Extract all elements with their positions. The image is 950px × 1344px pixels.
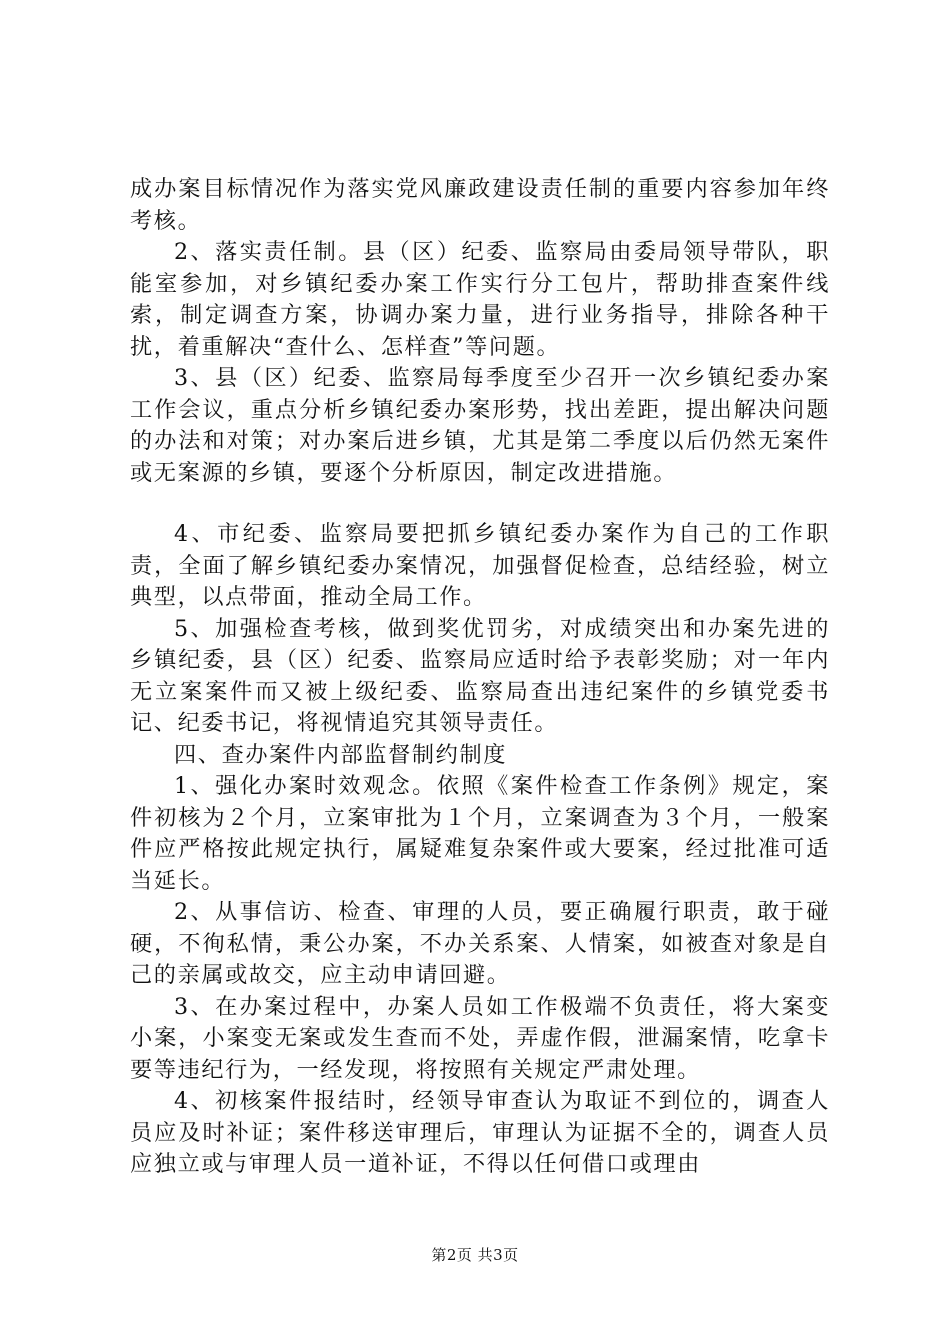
paragraph-section4-item-1: 1、强化办案时效观念。依照《案件检查工作条例》规定，案件初核为２个月，立案审批为１个月，立案调查为３个月，一般案件应严格按此规定执行，属疑难复杂案件或大要案，经过批准可适当延长。 bbox=[130, 773, 830, 894]
paragraph-item-2: 2、落实责任制。县（区）纪委、监察局由委局领导带队，职能室参加，对乡镇纪委办案工作实行分工包片，帮助排查案件线索，制定调查方案，协调办案力量，进行业务指导，排除各种干扰，着重解决“查什么、怎样查”等问题。 bbox=[130, 239, 830, 360]
page-number-footer: 第2页 共3页 bbox=[431, 1246, 519, 1264]
paragraph-item-5: 5、加强检查考核，做到奖优罚劣，对成绩突出和办案先进的乡镇纪委，县（区）纪委、监察局应适时给予表彰奖励；对一年内无立案案件而又被上级纪委、监察局查出违纪案件的乡镇党委书记、纪委书记，将视情追究其领导责任。 bbox=[130, 615, 830, 736]
paragraph-continuation: 成办案目标情况作为落实党风廉政建设责任制的重要内容参加年终考核。 bbox=[130, 176, 830, 234]
document-body bbox=[130, 174, 830, 1181]
paragraph-item-3: 3、县（区）纪委、监察局每季度至少召开一次乡镇纪委办案工作会议，重点分析乡镇纪委办案形势，找出差距，提出解决问题的办法和对策；对办案后进乡镇，尤其是第二季度以后仍然无案件或无案源的乡镇，要逐个分析原因，制定改进措施。 bbox=[130, 365, 830, 486]
paragraph-section4-item-3: 3、在办案过程中，办案人员如工作极端不负责任，将大案变小案，小案变无案或发生查而不处，弄虚作假，泄漏案情，吃拿卡要等违纪行为，一经发现，将按照有关规定严肃处理。 bbox=[130, 993, 830, 1083]
paragraph-gap bbox=[130, 489, 830, 519]
paragraph-section4-item-4: 4、初核案件报结时，经领导审查认为取证不到位的，调查人员应及时补证；案件移送审理后，审理认为证据不全的，调查人员应独立或与审理人员一道补证，不得以任何借口或理由 bbox=[130, 1088, 830, 1177]
paragraph-item-4: 4、市纪委、监察局要把抓乡镇纪委办案作为自己的工作职责，全面了解乡镇纪委办案情况，加强督促检查，总结经验，树立典型，以点带面，推动全局工作。 bbox=[130, 521, 830, 610]
paragraph-section4-item-2: 2、从事信访、检查、审理的人员，要正确履行职责，敢于碰硬，不徇私情，秉公办案，不办关系案、人情案，如被查对象是自己的亲属或故交，应主动申请回避。 bbox=[130, 899, 830, 988]
section-heading: 四、查办案件内部监督制约制度 bbox=[174, 741, 508, 768]
